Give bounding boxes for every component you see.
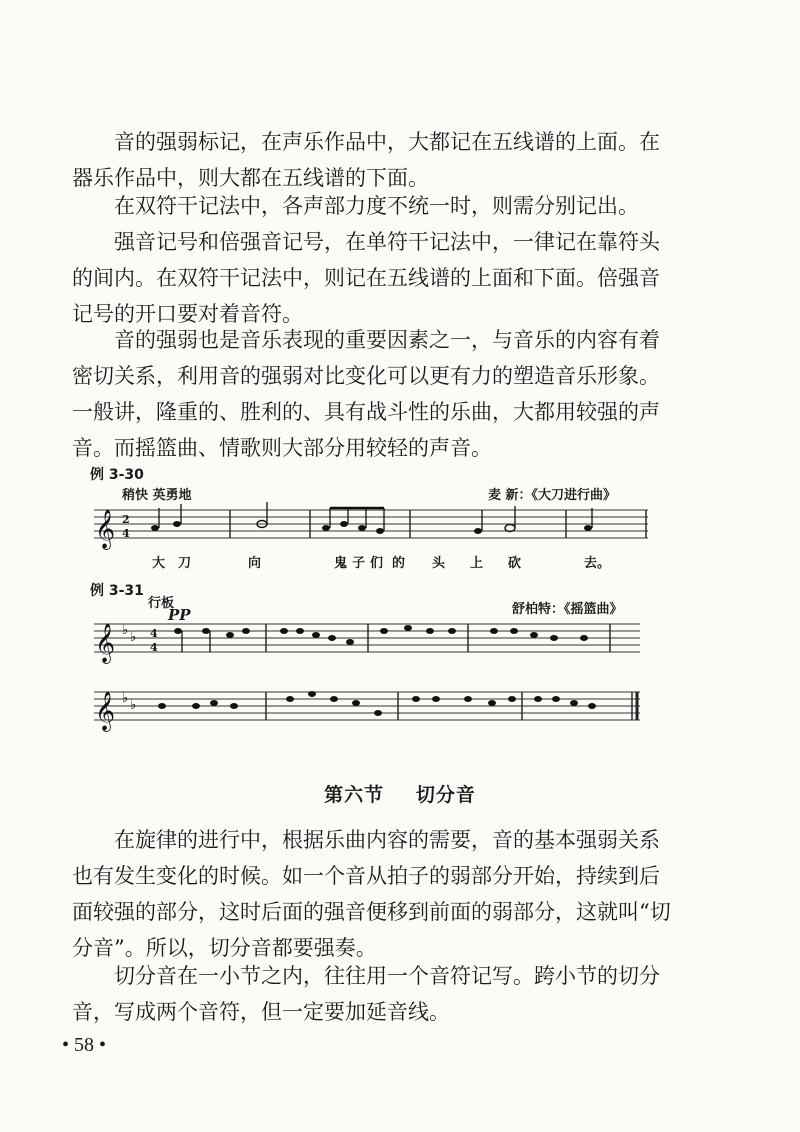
- music-staff-3: [0, 680, 800, 750]
- svg-text:♭: ♭: [122, 691, 129, 706]
- svg-text:𝄞: 𝄞: [95, 623, 116, 663]
- svg-text:𝄞: 𝄞: [95, 509, 116, 549]
- lyric-2: 刀: [178, 556, 192, 571]
- dynamic-marking: PP: [168, 606, 191, 624]
- svg-text:♭: ♭: [122, 623, 129, 638]
- lyric-5: 子: [352, 556, 366, 571]
- svg-text:♭: ♭: [130, 698, 137, 713]
- lyric-9: 上: [470, 556, 484, 571]
- svg-text:4: 4: [150, 641, 158, 654]
- lyric-7: 的: [392, 556, 406, 571]
- paragraph-1: 音的强弱标记，在声乐作品中，大都记在五线谱的上面。在器乐作品中，则大都在五线谱的下面。: [72, 130, 660, 190]
- lyric-10: 砍: [508, 556, 522, 571]
- lyric-11: 去。: [584, 556, 611, 571]
- music-staff-2: [0, 612, 800, 682]
- music-staff-1: [0, 500, 800, 560]
- tempo-marking-2: 行板: [148, 596, 175, 611]
- section-number: 第六节: [324, 784, 385, 806]
- lyric-3: 向: [248, 556, 262, 571]
- lyric-6: 们: [370, 556, 384, 571]
- svg-text:4: 4: [122, 527, 130, 540]
- section-title: 切分音: [415, 784, 476, 806]
- lyric-1: 大: [152, 556, 166, 571]
- lyric-4: 鬼: [334, 556, 348, 571]
- source-credit-2: 舒柏特：《摇篮曲》: [512, 602, 623, 617]
- paragraph-2: 在双符干记法中，各声部力度不统一时，则需分别记出。: [114, 194, 639, 218]
- svg-text:2: 2: [122, 513, 130, 526]
- paragraph-5: 在旋律的进行中，根据乐曲内容的需要，音的基本强弱关系也有发生变化的时候。如一个音从拍子的弱部分开始，持续到后面较强的部分，这时后面的强音便移到前面的弱部分，这就叫“切分音”。所以，切分音都要强奏。: [72, 828, 671, 960]
- section-heading: [0, 780, 800, 807]
- svg-text:♭: ♭: [130, 630, 137, 645]
- tempo-marking-1: 稍快 英勇地: [122, 488, 192, 503]
- paragraph-6: 切分音在一小节之内，往往用一个音符记写。跨小节的切分音，写成两个音符，但一定要加延音线。: [72, 964, 660, 1024]
- paragraph-4: 音的强弱也是音乐表现的重要因素之一，与音乐的内容有着密切关系，利用音的强弱对比变化可以更有力的塑造音乐形象。一般讲，隆重的、胜利的、具有战斗性的乐曲，大都用较强的声音。而摇篮曲、情歌则大部分用较轻的声音。: [72, 328, 660, 460]
- source-credit-1: 麦 新：《大刀进行曲》: [488, 488, 617, 503]
- paragraph-3: 强音记号和倍强音记号，在单符干记法中，一律记在靠符头的间内。在双符干记法中，则记在五线谱的上面和下面。倍强音记号的开口要对着音符。: [72, 230, 660, 326]
- svg-text:𝄞: 𝄞: [95, 691, 116, 731]
- svg-text:4: 4: [150, 627, 158, 640]
- page-number: • 58 •: [62, 1034, 107, 1056]
- lyric-8: 头: [432, 556, 446, 571]
- example-label-2: 例 3-31: [90, 583, 144, 599]
- example-label-1: 例 3-30: [90, 467, 144, 483]
